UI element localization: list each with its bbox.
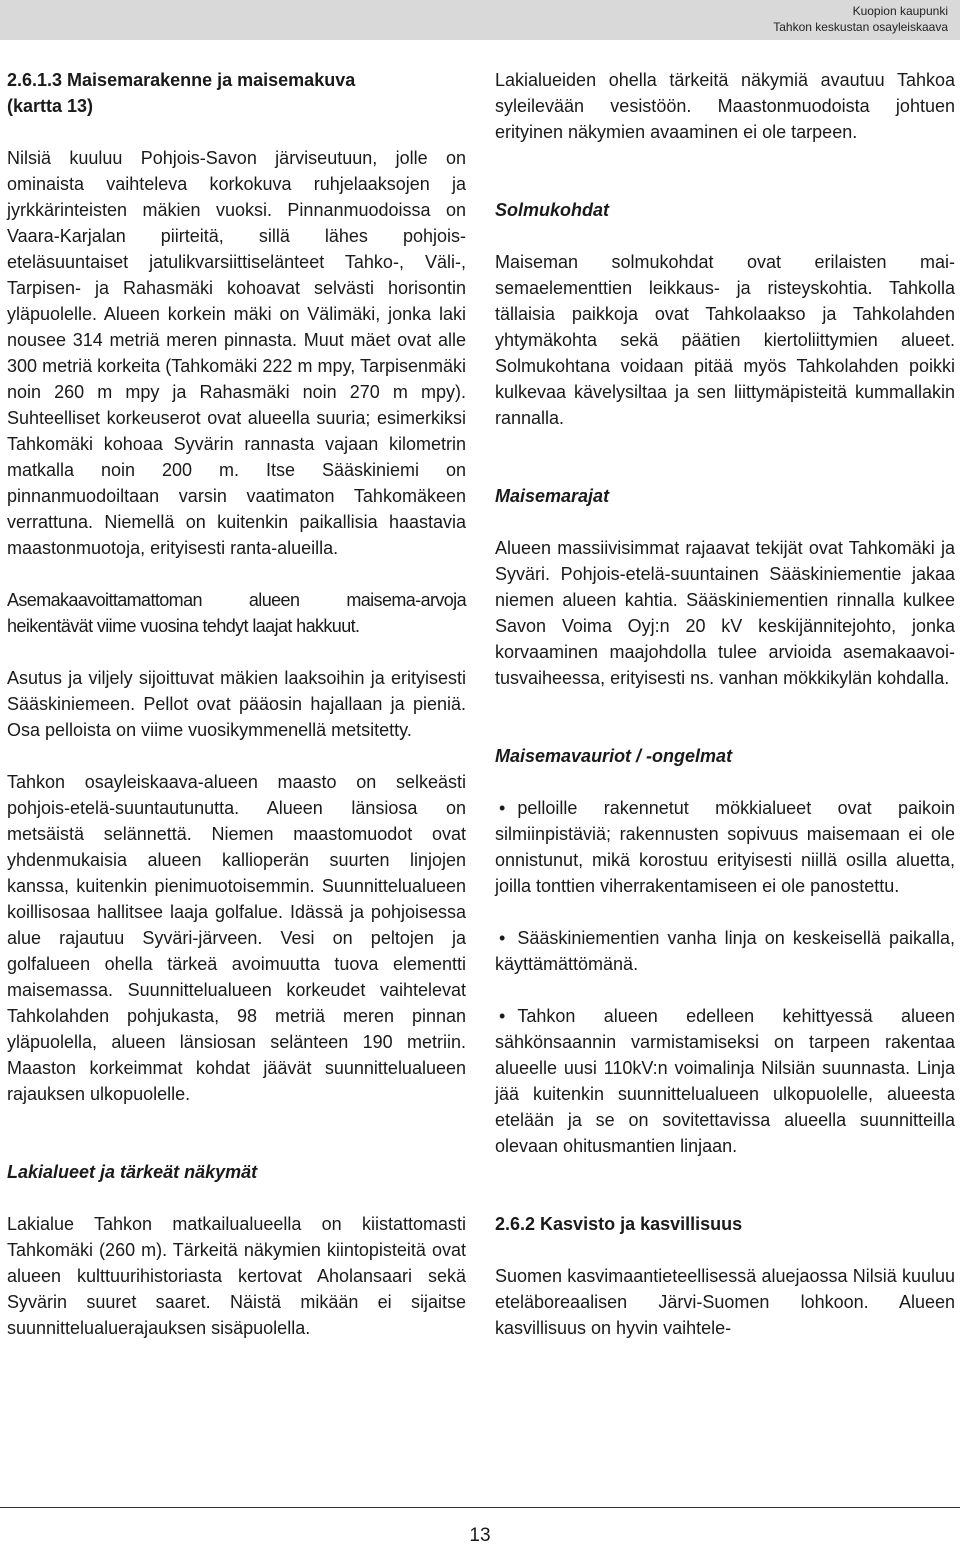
list-item: • Sääskiniementien vanha linja on keskeisellä paikalla, käyttämättömänä. bbox=[495, 928, 955, 974]
subheading-peaks-views: Lakialueet ja tärkeät näkymät bbox=[7, 1162, 258, 1182]
header-organization: Kuopion kaupunki bbox=[852, 4, 948, 18]
paragraph-peaks: Lakialue Tahkon matkailualueella on kiistattomasti Tahkomäki (260 m). Tärkeitä näkymien kiintopisteitä ovat alueen kulttuurihistoriasta kertovat Aholansaari sekä Syvärin suuret saaret. Näistä mikään ei sijaitse suunnittelualuerajauksen sisäpuolella. bbox=[7, 1214, 466, 1338]
header-bar bbox=[0, 0, 960, 40]
header-document-title: Tahkon keskustan osayleiskaava bbox=[773, 20, 948, 34]
left-column bbox=[7, 67, 466, 1367]
section-heading-flora: 2.6.2 Kasvisto ja kasvillisuus bbox=[495, 1214, 743, 1234]
section-heading-title: 2.6.1.3 Maisemarakenne ja maisemakuva bbox=[7, 70, 356, 90]
subheading-damages: Maisemavauriot / -ongelmat bbox=[495, 746, 733, 766]
paragraph-settlement: Asutus ja viljely sijoittuvat mäkien laaksoihin ja erityisesti Sääskiniemeen. Pellot ovat pääosin hajallaan ja pieniä. Osa pelloista on viime vuosikymmenellä metsitetty. bbox=[7, 668, 466, 740]
right-column bbox=[495, 67, 955, 1367]
subheading-nodes: Solmukohdat bbox=[495, 200, 610, 220]
paragraph-views: Lakialueiden ohella tärkeitä näkymiä avautuu Tahkoa syleilevään vesistöön. Maastonmuodoista johtuen erityinen näkymien avaaminen ei ole tarpeen. bbox=[495, 70, 955, 142]
list-item: • pelloille rakennetut mökkialueet ovat paikoin silmiinpistäviä; rakennusten sopivuus maisemaan ei ole onnistunut, mikä korostuu erityisesti niillä osilla aluetta, joilla tonttien viherrakentamiseen ei ole panostettu. bbox=[495, 798, 955, 896]
footer-divider bbox=[0, 1507, 960, 1508]
section-heading bbox=[7, 67, 466, 119]
page-number: 13 bbox=[469, 1525, 491, 1546]
bullet-icon: • bbox=[499, 798, 506, 818]
bullet-icon: • bbox=[499, 1006, 506, 1026]
paragraph-nodes: Maiseman solmukohdat ovat erilaisten maisemaelementtien leikkaus- ja risteyskohtia. Tahkolla tällaisia paikkoja ovat Tahkolaakso ja Tahkolahden yhtymäkohta sekä päätien kiertoliittymien alueet. Solmukohtana voidaan pitää myös Tahkolahden poikki kulkevaa kävelysiltaa ja sen liittymäpisteitä kummallakin rannalla. bbox=[495, 252, 955, 428]
damages-list bbox=[495, 795, 955, 1159]
paragraph-landscape-relief: Nilsiä kuuluu Pohjois-Savon järviseutuun, jolle on ominaista vaihteleva korkokuva ruhjelaaksojen ja jyrkkärinteisten mäkien vuoksi. Pinnanmuodoissa on Vaara-Karjalan piirteitä, sillä lähes pohjois-eteläsuuntaiset jatulikvarsiittiselänteet Tahko-, Väli-, Tarpisen- ja Rahasmäki kohoavat selvästi horisontin yläpuolelle. Alueen korkein mäki on Välimäki, jonka laki nousee 314 metriä meren pinnasta. Muut mäet ovat alle 300 metriä korkeita (Tahkomäki 222 m mpy, Tarpisenmäki noin 260 m mpy ja Rahasmäki noin 270 m mpy). Suhteelliset korkeuserot ovat alueella suuria; esimerkiksi Tahkomäki kohoaa Syvärin rannasta vajaan kilometrin matkalla noin 200 m. Itse Sääskiniemi on pinnanmuodoiltaan varsin vaatimaton Tahkomäkeen verrattuna. Niemellä on kuitenkin paikallisia haastavia maastonmuotoja, erityisesti ranta-alueilla. bbox=[7, 148, 466, 558]
bullet-icon: • bbox=[499, 928, 506, 948]
paragraph-terrain: Tahkon osayleiskaava-alueen maasto on selkeästi pohjois-etelä-suuntautunutta. Alueen länsiosa on metsäistä selännettä. Niemen maastomuodot ovat yhdenmukaisia alueen kallioperän suurten linjojen kanssa, kuitenkin pienimuotoisemmin. Suunnittelualueen koillisosaa hallitsee laaja golfalue. Idässä ja pohjoisessa alue rajautuu Syväri-järveen. Vesi on peltojen ja golfalueen ohella tärkeä avoimuutta tuova elementti maisemassa. Suunnittelualueen korkeudet vaihtelevat Tahkolahden pohjukasta, 98 metriä meren pinnan yläpuolella, alueen länsiosan selänteen 190 metriin. Maaston korkeimmat kohdat jäävät suunnittelualueen rajauksen ulkopuolelle. bbox=[7, 772, 466, 1104]
section-heading-map-ref: (kartta 13) bbox=[7, 96, 94, 116]
paragraph-flora: Suomen kasvimaantieteellisessä aluejaossa Nilsiä kuuluu eteläboreaalisen Järvi-Suomen lohkoon. Alueen kasvillisuus on hyvin vaihtele- bbox=[495, 1266, 955, 1338]
list-item: • Tahkon alueen edelleen kehittyessä alueen sähkönsaannin varmistamiseksi on tarpeen rakentaa alueelle uusi 110kV:n voimalinja Nilsiän suunnasta. Linja jää kuitenkin suunnittelualueen ulkopuolelle, alueesta etelään ja se on sovitettavissa alueella suunnitteilla olevaan ohitusmantien linjaan. bbox=[495, 1006, 955, 1156]
subheading-boundaries: Maisemarajat bbox=[495, 486, 610, 506]
paragraph-logging: Asemakaavoittamattoman alueen maisema-arvoja heikentävät viime vuosina tehdyt laajat hakkuut. bbox=[7, 590, 466, 636]
paragraph-boundaries: Alueen massiivisimmat rajaavat tekijät ovat Tahkomäki ja Syväri. Pohjois-etelä-suuntainen Sääskiniementie jakaa niemen alueen kahtia. Sääskiniementien rinnalla kulkee Savon Voima Oyj:n 20 kV keskijännitejohto, jonka korvaaminen maajohdolla tulee arvioida asemakaavoitusvaiheessa, erityisesti ns. vanhan mökkikylän kohdalla. bbox=[495, 538, 955, 688]
